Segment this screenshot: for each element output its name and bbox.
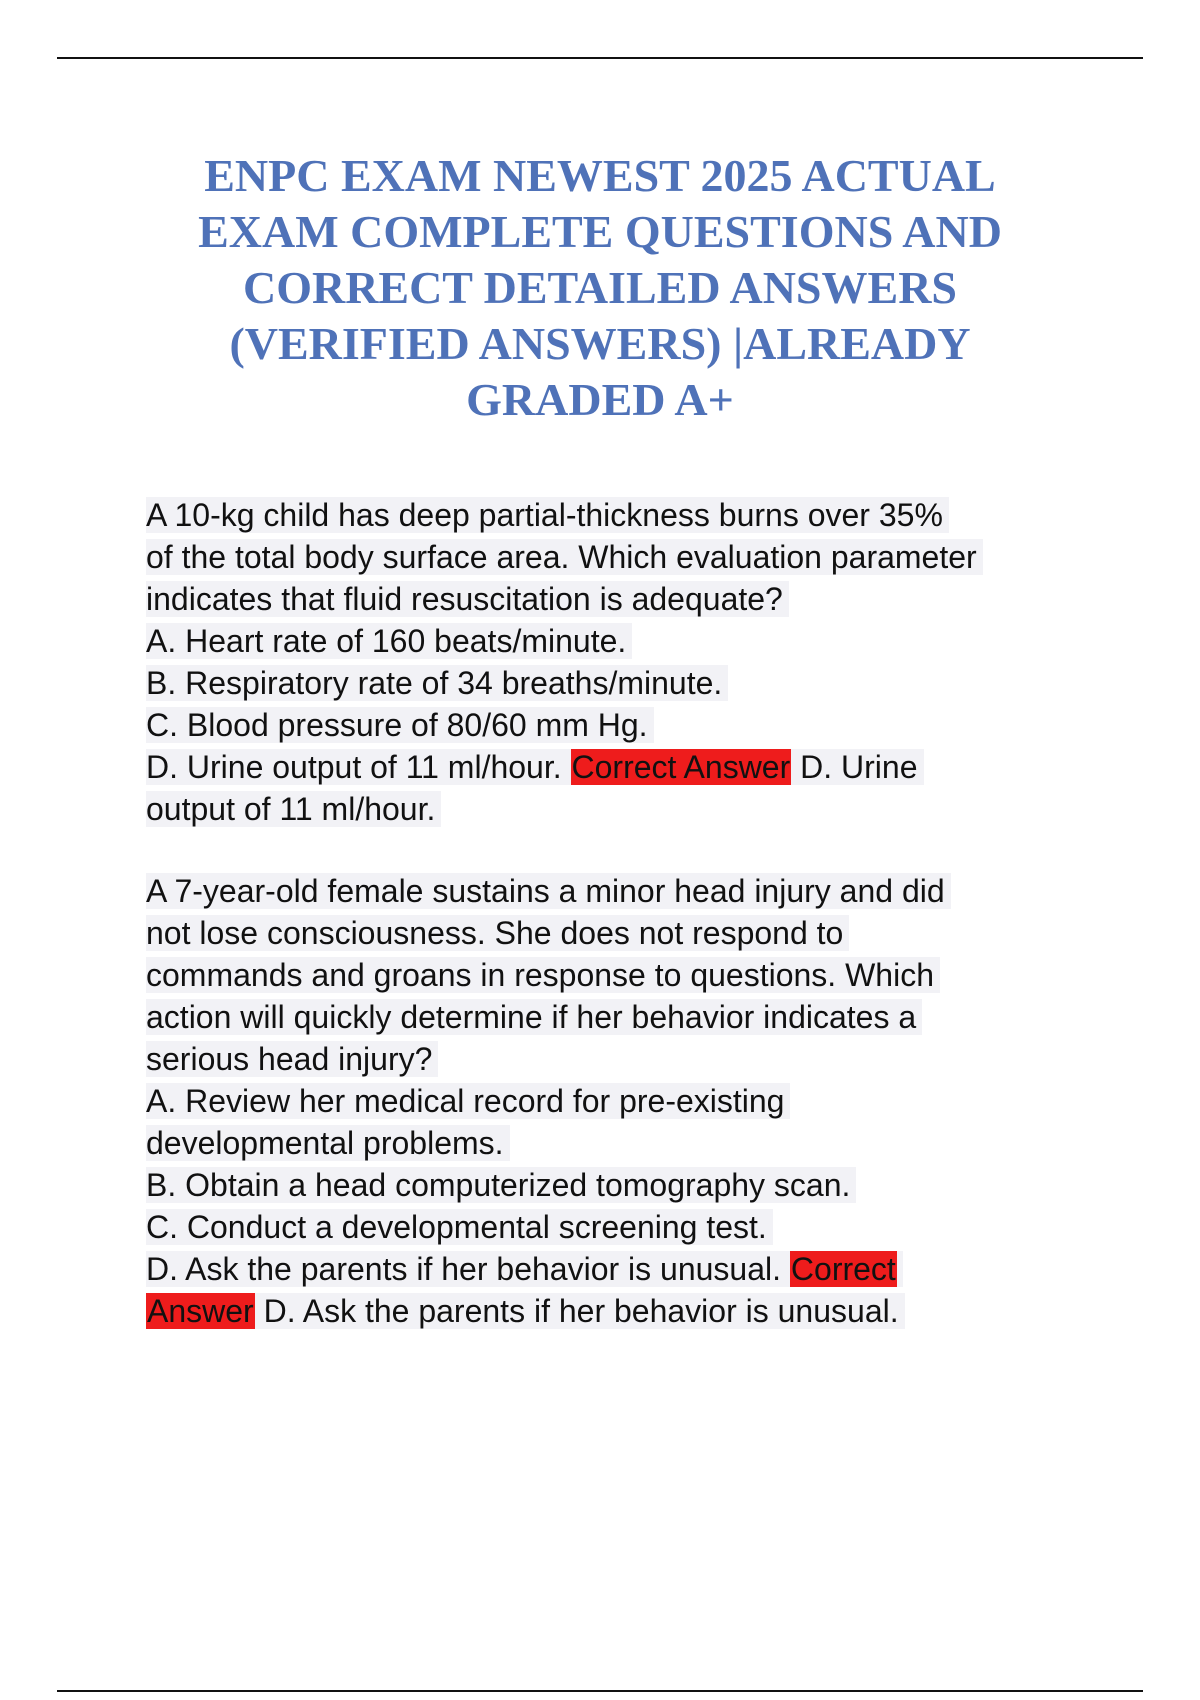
answer-option-d: D. Ask the parents if her behavior is unusual. [146, 1251, 790, 1287]
question-2 [146, 870, 1106, 1332]
question-1 [146, 494, 1106, 830]
title-line: ENPC EXAM NEWEST 2025 ACTUAL [204, 150, 996, 201]
question-stem-line: not lose consciousness. She does not respond to [146, 915, 849, 951]
question-stem-line: A 10-kg child has deep partial-thickness burns over 35% [146, 497, 949, 533]
question-stem-line: action will quickly determine if her behavior indicates a [146, 999, 922, 1035]
title-line: EXAM COMPLETE QUESTIONS AND [198, 206, 1002, 257]
question-stem-line: A 7-year-old female sustains a minor head injury and did [146, 873, 951, 909]
answer-option-b: B. Obtain a head computerized tomography scan. [146, 1167, 856, 1203]
answer-option-d-line [146, 746, 1106, 788]
answer-option-a: A. Heart rate of 160 beats/minute. [146, 623, 632, 659]
question-stem-line: commands and groans in response to questions. Which [146, 957, 940, 993]
correct-answer-highlight: Correct [790, 1251, 896, 1287]
correct-answer-highlight: Answer [147, 1293, 254, 1329]
question-stem-line: of the total body surface area. Which evaluation parameter [146, 539, 983, 575]
answer-option-a-continued: developmental problems. [146, 1125, 510, 1161]
question-stem-line: serious head injury? [146, 1041, 438, 1077]
top-divider [57, 57, 1143, 59]
correct-answer-highlight: Correct Answer [571, 749, 791, 785]
title-line: CORRECT DETAILED ANSWERS [242, 262, 958, 313]
answer-option-d: D. Urine output of 11 ml/hour. [146, 749, 571, 785]
answer-option-a: A. Review her medical record for pre-existing [146, 1083, 790, 1119]
answer-option-d-line [146, 1248, 1106, 1290]
answer-option-b: B. Respiratory rate of 34 breaths/minute. [146, 665, 728, 701]
answer-option-c: C. Conduct a developmental screening test. [146, 1209, 773, 1245]
correct-answer-text-continued: output of 11 ml/hour. [146, 791, 441, 827]
answer-option-c: C. Blood pressure of 80/60 mm Hg. [146, 707, 654, 743]
bottom-divider [57, 1690, 1143, 1692]
title-line: GRADED A+ [466, 374, 734, 425]
document-title [150, 148, 1050, 428]
correct-answer-text: D. Urine [791, 749, 918, 785]
correct-answer-text: D. Ask the parents if her behavior is unusual. [254, 1293, 899, 1329]
question-stem-line: indicates that fluid resuscitation is adequate? [146, 581, 789, 617]
title-line: (VERIFIED ANSWERS) |ALREADY [229, 318, 971, 369]
